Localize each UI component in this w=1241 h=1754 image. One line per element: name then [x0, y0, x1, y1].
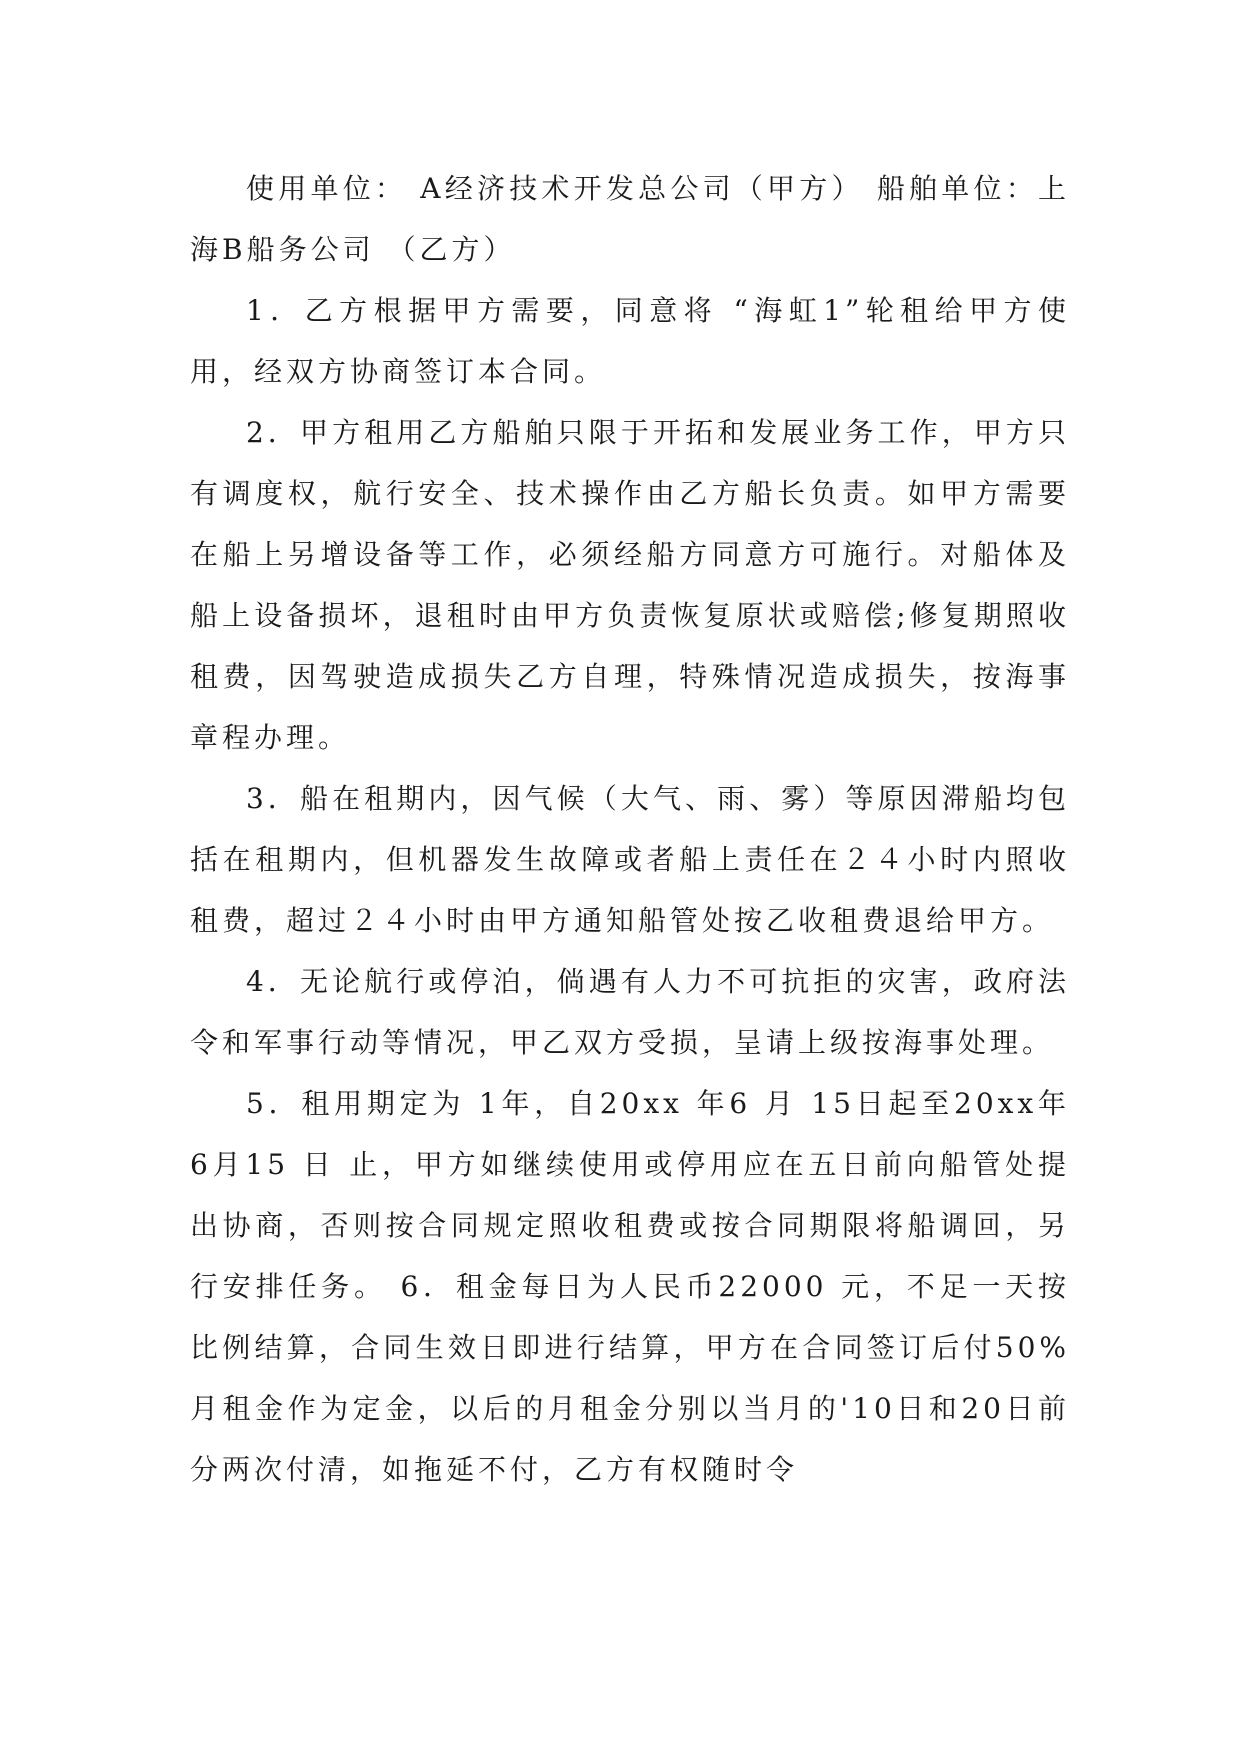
clause-2-paragraph: 2．甲方租用乙方船舶只限于开拓和发展业务工作，甲方只有调度权，航行安全、技术操作由乙方船长负责。如甲方需要在船上另增设备等工作，必须经船方同意方可施行。对船体及船上设备损坏，退租时由甲方负责恢复原状或赔偿;修复期照收租费，因驾驶造成损失乙方自理，特殊情况造成损失，按海事章程办理。	[190, 416, 1070, 754]
clause-5-6-paragraph: 5．租用期定为 1年，自20xx 年6 月 15日起至20xx年 6月15 日 止，甲方如继续使用或停用应在五日前向船管处提出协商，否则按合同规定照收租费或按合同期限将船调回，另行安排任务。 6．租金每日为人民币22000 元，不足一天按比例结算，合同生效日即进行结算，甲方在合同签订后付50%月租金作为定金，以后的月租金分别以当月的'10日和20日前分两次付清，如拖延不付，乙方有权随时令	[190, 1087, 1070, 1486]
parties-paragraph: 使用单位： A经济技术开发总公司（甲方） 船舶单位：上海B船务公司 （乙方）	[190, 172, 1070, 266]
clause-4-paragraph: 4．无论航行或停泊，倘遇有人力不可抗拒的灾害，政府法令和军事行动等情况，甲乙双方受损，呈请上级按海事处理。	[190, 965, 1070, 1059]
contract-page	[190, 158, 1070, 1500]
clause-1-paragraph: 1．乙方根据甲方需要，同意将 “海虹1”轮租给甲方使用，经双方协商签订本合同。	[190, 294, 1070, 388]
clause-3-paragraph: 3．船在租期内，因气候（大气、雨、雾）等原因滞船均包括在租期内，但机器发生故障或者船上责任在２４小时内照收租费，超过２４小时由甲方通知船管处按乙收租费退给甲方。	[190, 782, 1070, 937]
